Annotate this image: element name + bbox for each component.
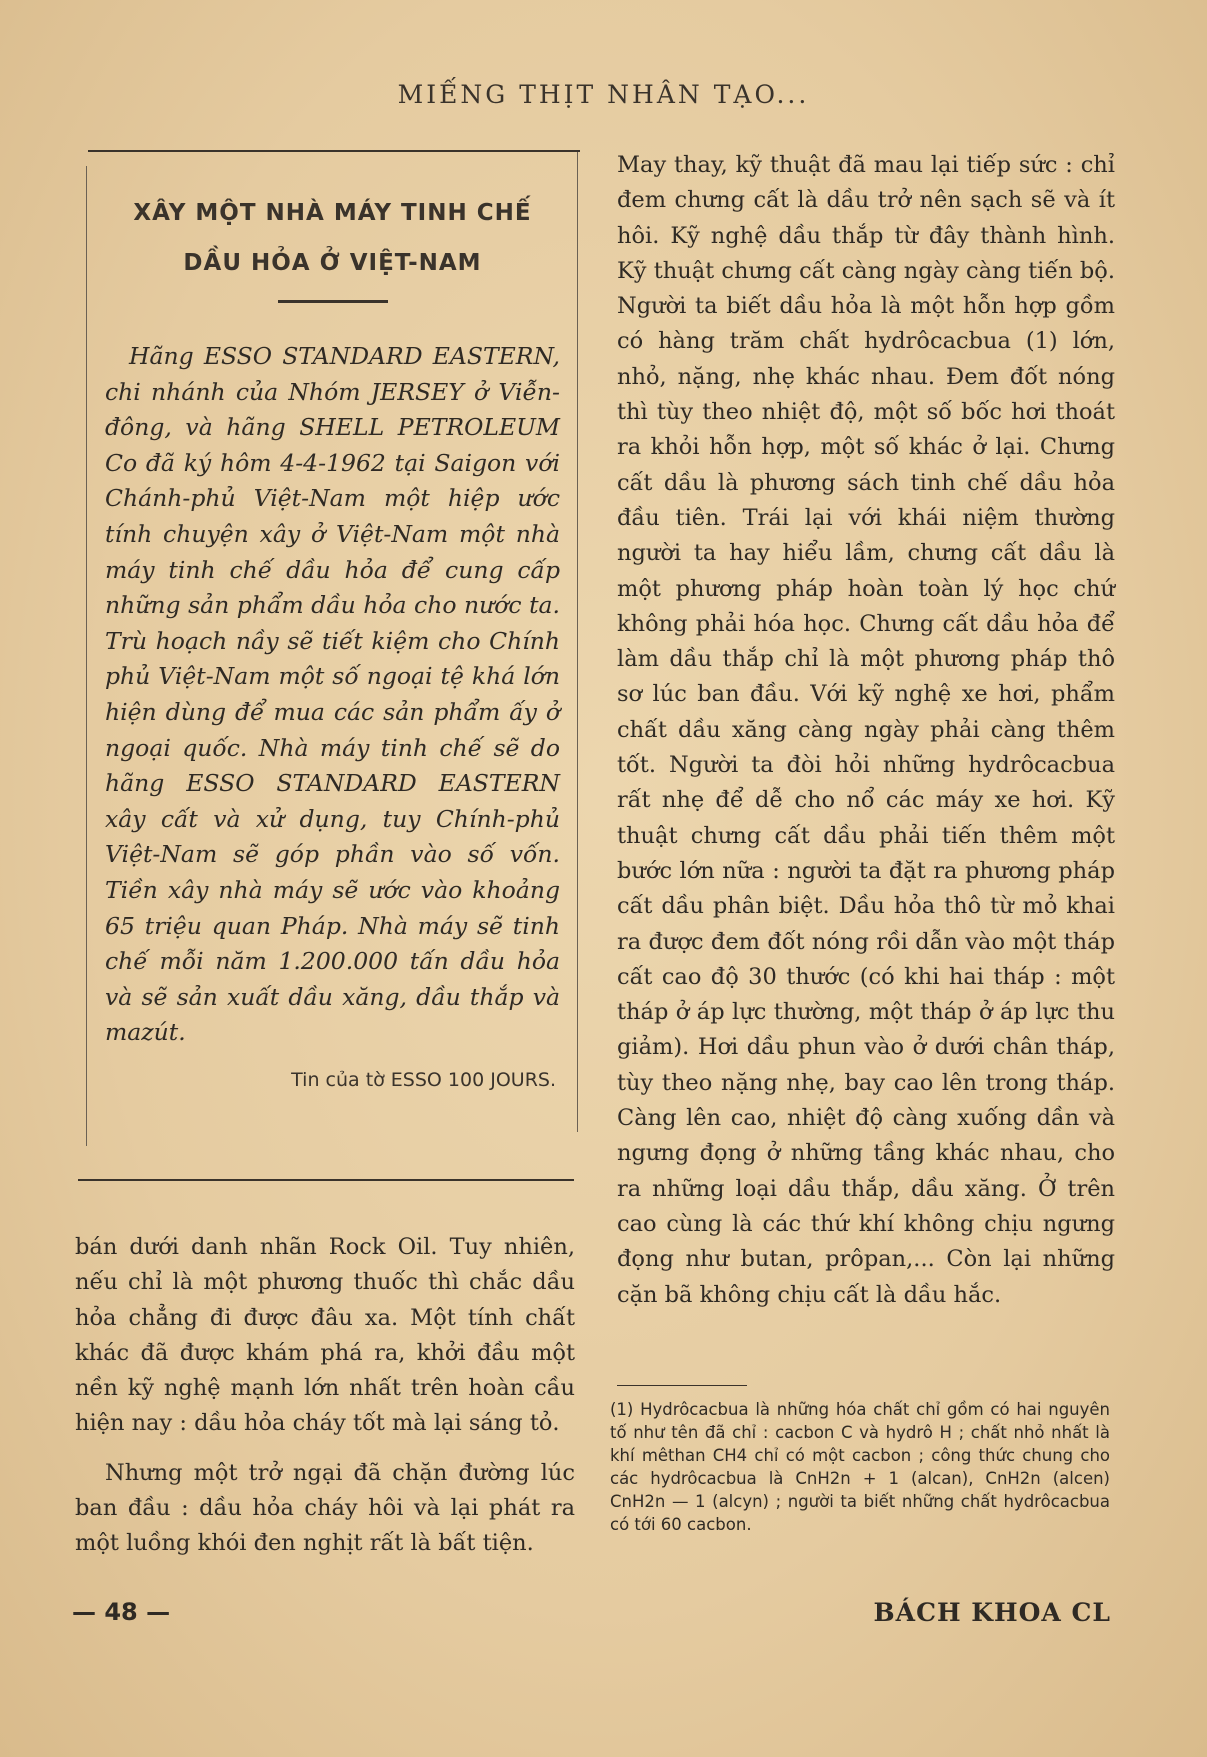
box-right-rule [577,152,578,1132]
left-column [75,1230,575,1562]
left-paragraph-1: bán dưới danh nhãn Rock Oil. Tuy nhiên, nếu chỉ là một phương thuốc thì chắc dầu hỏa chẳng đi được đâu xa. Một tính chất khác đã được khám phá ra, khởi đầu một nền kỹ nghệ mạnh lớn nhất trên hoàn cầu hiện nay : dầu hỏa cháy tốt mà lại sáng tỏ. [75,1234,575,1437]
page-number: — 48 — [72,1598,171,1626]
box-title-line2: DẦU HỎA Ở VIỆT-NAM [183,250,482,276]
box-title-line1: XÂY MỘT NHÀ MÁY TINH CHẾ [133,200,532,226]
right-column [617,148,1115,1313]
news-box [105,188,560,1091]
journal-name: BÁCH KHOA CL [873,1598,1111,1627]
running-title: MIẾNG THỊT NHÂN TẠO... [397,80,810,109]
box-body [105,339,560,1051]
box-left-rule [86,166,87,1146]
box-title [105,188,560,288]
box-top-rule [88,150,580,152]
box-title-divider [278,300,388,303]
box-bottom-rule [78,1179,574,1181]
box-body-text: Hãng ESSO STANDARD EASTERN, chi nhánh của Nhóm JERSEY ở Viễn-đông, và hãng SHELL PETROLEUM Co đã ký hôm 4-4-1962 tại Saigon với Chánh-phủ Việt-Nam một hiệp ước tính chuyện xây ở Việt-Nam một nhà máy tinh chế dầu hỏa để cung cấp những sản phẩm dầu hỏa cho nước ta. Trù hoạch nầy sẽ tiết kiệm cho Chính phủ Việt-Nam một số ngoại tệ khá lớn hiện dùng để mua các sản phẩm ấy ở ngoại quốc. Nhà máy tinh chế sẽ do hãng ESSO STANDARD EASTERN xây cất và xử dụng, tuy Chính-phủ Việt-Nam sẽ góp phần vào số vốn. Tiền xây nhà máy sẽ ước vào khoảng 65 triệu quan Pháp. Nhà máy sẽ tinh chế mỗi năm 1.200.000 tấn dầu hỏa và sẽ sản xuất dầu xăng, dầu thắp và mazút. [105,342,560,1047]
box-source: Tin của tờ ESSO 100 JOURS. [291,1068,556,1091]
footnote-rule [617,1385,747,1386]
footnote: (1) Hydrôcacbua là những hóa chất chỉ gồm có hai nguyên tố như tên đã chỉ : cacbon C và hydrô H ; chất nhỏ nhất là khí mêthan CH4 chỉ có một cacbon ; công thức chung cho các hydrôcacbua là CnH2n + 1 (alcan), CnH2n (alcen) CnH2n — 1 (alcyn) ; người ta biết những chất hydrôcacbua có tới 60 cacbon. [610,1400,1110,1534]
left-paragraph-2: Nhưng một trở ngại đã chặn đường lúc ban đầu : dầu hỏa cháy hôi và lại phát ra một luồng khói đen nghịt rất là bất tiện. [75,1459,575,1557]
right-paragraph-1: May thay, kỹ thuật đã mau lại tiếp sức : chỉ đem chưng cất là dầu trở nên sạch sẽ và ít hôi. Kỹ nghệ dầu thắp từ đây thành hình. Kỹ thuật chưng cất càng ngày càng tiến bộ. Người ta biết dầu hỏa là một hỗn hợp gồm có hàng trăm chất hydrôcacbua (1) lớn, nhỏ, nặng, nhẹ khác nhau. Đem đốt nóng thì tùy theo nhiệt độ, một số bốc hơi thoát ra khỏi hỗn hợp, một số khác ở lại. Chưng cất dầu là phương sách tinh chế dầu hỏa đầu tiên. Trái lại với khái niệm thường người ta hay hiểu lầm, chưng cất dầu là một phương pháp hoàn toàn lý học chứ không phải hóa học. Chưng cất dầu hỏa để làm dầu thắp chỉ là một phương pháp thô sơ lúc ban đầu. Với kỹ nghệ xe hơi, phẩm chất dầu xăng càng ngày phải càng thêm tốt. Người ta đòi hỏi những hydrôcacbua rất nhẹ để dễ cho nổ các máy xe hơi. Kỹ thuật chưng cất dầu phải tiến thêm một bước lớn nữa : người ta đặt ra phương pháp cất dầu phân biệt. Dầu hỏa thô từ mỏ khai ra được đem đốt nóng rồi dẫn vào một tháp cất cao độ 30 thước (có khi hai tháp : một tháp ở áp lực thường, một tháp ở áp lực thu giảm). Hơi dầu phun vào ở dưới chân tháp, tùy theo nặng nhẹ, bay cao lên trong tháp. Càng lên cao, nhiệt độ càng xuống dần và ngưng đọng ở những tầng khác nhau, cho ra những loại dầu thắp, dầu xăng. Ở trên cao cùng là các thứ khí không chịu ngưng đọng như butan, prôpan,... Còn lại những cặn bã không chịu cất là dầu hắc. [617,152,1115,1308]
